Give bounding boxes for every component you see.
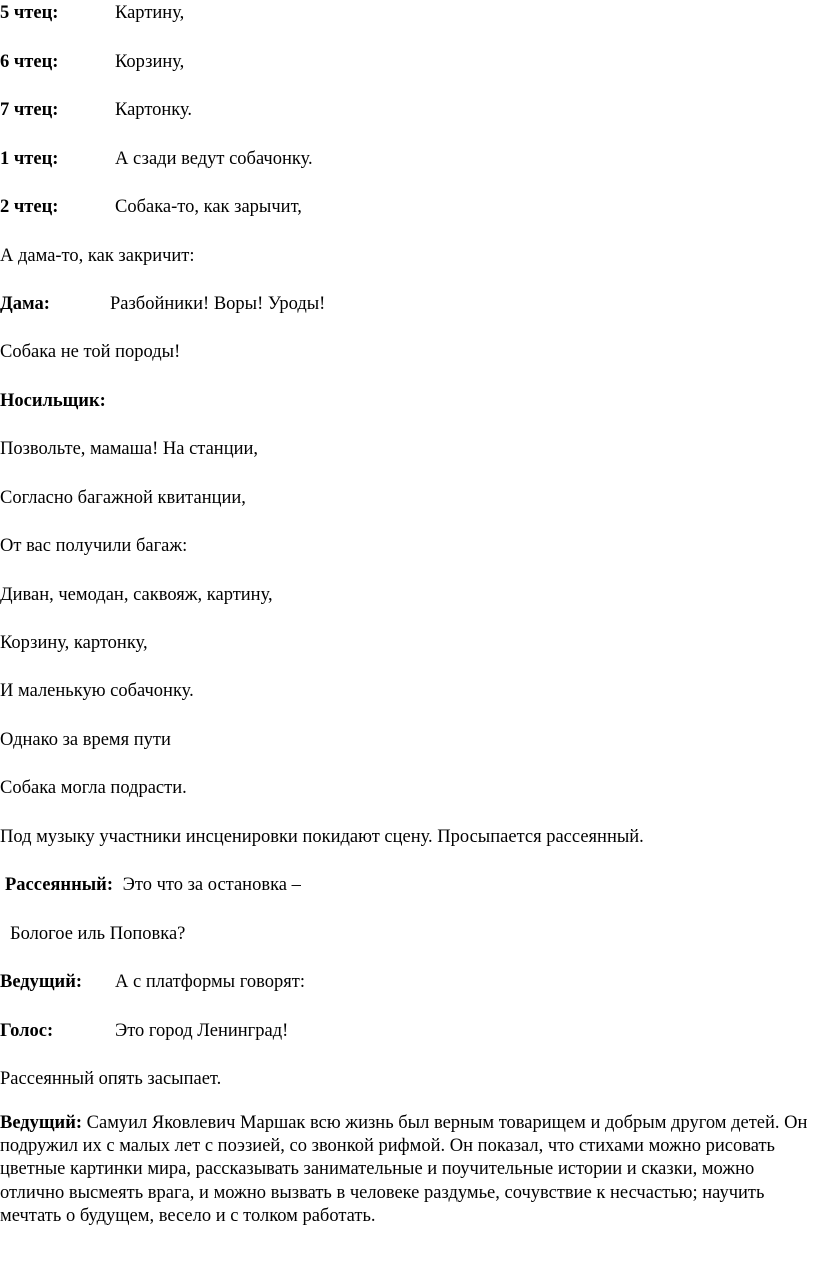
line-text: Позвольте, мамаша! На станции, [0,439,259,459]
dialogue-line [5,874,301,896]
dialogue-line [0,1020,289,1042]
line-text: А дама-то, как закричит: [0,246,195,266]
paragraph-text: Самуил Яковлевич Маршак всю жизнь был верным товарищем и добрым другом детей. Он подружил их с малых лет с поэзией, со звонкой рифмой. Он показал, что стихами можно рисовать цветные картинки мира, рассказывать занимательные и поучительные истории и сказки, можно отлично высмеять врага, и можно вызвать в человеке раздумье, сочувствие к несчастью; научить мечтать о будущем, весело и с толком работать. [0,1113,808,1226]
line-text: Под музыку участники инсценировки покидают сцену. Просыпается рассеянный. [0,827,644,847]
speaker-label: 2 чтец: [0,197,59,217]
speaker-label: Ведущий: [0,1113,83,1133]
dialogue-line [0,196,302,218]
line-text: Собака-то, как зарычит, [115,197,302,217]
speaker-label: 6 чтец: [0,52,59,72]
line-text: Однако за время пути [0,730,171,750]
verse-line [0,487,246,509]
verse-line [0,680,194,702]
verse-line [0,777,187,799]
line-text: Это что за остановка – [122,875,301,895]
verse-line [0,584,273,606]
line-text: Собака могла подрасти. [0,778,187,798]
verse-line [0,535,187,557]
verse-line [0,438,258,460]
dialogue-line [0,971,305,993]
verse-line [10,923,185,945]
line-text: А с платформы говорят: [115,972,305,992]
line-text: Согласно багажной квитанции, [0,488,246,508]
line-text: От вас получили багаж: [0,536,188,556]
line-text: Картонку. [115,100,193,120]
dialogue-line [0,148,313,170]
speaker-label: 5 чтец: [0,3,59,23]
line-text: Это город Ленинград! [115,1021,289,1041]
speaker-label: 7 чтец: [0,100,59,120]
verse-line [0,729,171,751]
line-text: И маленькую собачонку. [0,681,194,701]
dialogue-line [0,99,193,121]
line-text: Диван, чемодан, саквояж, картину, [0,585,273,605]
narrator-paragraph [0,1112,812,1228]
dialogue-line [0,293,326,315]
speaker-heading [0,390,106,412]
verse-line [0,341,180,363]
line-text: Корзину, картонку, [0,633,148,653]
stage-direction [0,826,644,848]
line-text: Разбойники! Воры! Уроды! [110,294,326,314]
speaker-label: Голос: [0,1021,54,1041]
stage-direction [0,1068,221,1090]
speaker-label: Дама: [0,294,50,314]
dialogue-line [0,2,185,24]
line-text: Рассеянный опять засыпает. [0,1069,222,1089]
speaker-label: Рассеянный: [5,875,114,895]
line-text: Корзину, [115,52,185,72]
dialogue-line [0,51,185,73]
line-text: Картину, [115,3,185,23]
speaker-label: 1 чтец: [0,149,59,169]
line-text: Бологое иль Поповка? [10,924,186,944]
speaker-label: Ведущий: [0,972,83,992]
speaker-label: Носильщик: [0,391,106,411]
verse-line [0,245,195,267]
line-text: Собака не той породы! [0,342,181,362]
line-text: А сзади ведут собачонку. [115,149,313,169]
verse-line [0,632,148,654]
